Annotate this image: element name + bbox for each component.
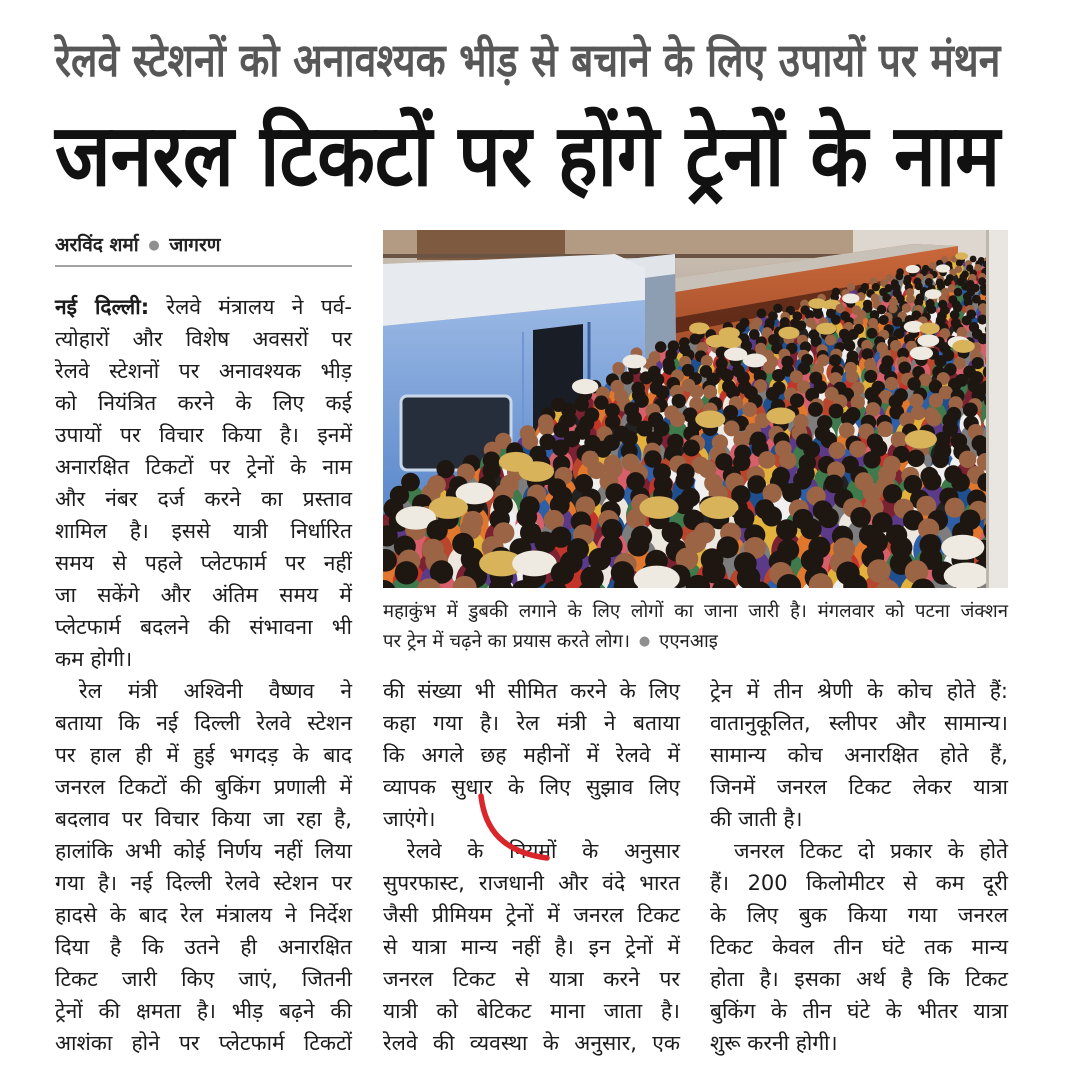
article-column-left [55, 291, 352, 1059]
text-line: कि अगले छह महीनों में रेलवे में [383, 743, 680, 767]
kicker-headline: रेलवे स्टेशनों को अनावश्यक भीड़ से बचाने के लिए उपायों पर मंथन [55, 33, 1001, 87]
text-line-content: रेलवे मंत्रालय ने पर्व- [166, 295, 352, 319]
text-line: कहा गया है। रेल मंत्री ने बताया [383, 711, 680, 735]
text-line: जनरल टिकट दो प्रकार के होते [734, 839, 1008, 863]
kicker-area [55, 28, 1000, 92]
text-line: रेलवे स्टेशनों पर अनावश्यक भीड़ [55, 359, 352, 383]
dateline: नई दिल्ली: [55, 295, 150, 319]
text-line: गया है। नई दिल्ली रेलवे स्टेशन पर [55, 871, 352, 895]
text-line: के लिए बुक किया गया जनरल [710, 903, 1008, 927]
text-line: जिनमें जनरल टिकट लेकर यात्रा [710, 775, 1008, 799]
text-line: जैसी प्रीमियम ट्रेनों में जनरल टिकट [383, 903, 680, 927]
text-line: वातानुकूलित, स्लीपर और सामान्य। [710, 711, 1008, 735]
text-line: प्लेटफार्म बदलने की संभावना भी [55, 615, 352, 639]
text-line: त्योहारों और विशेष अवसरों पर [55, 327, 352, 351]
text-line: रेलवे के नियमों के अनुसार [407, 839, 680, 863]
text-line: से यात्रा मान्य नहीं है। इन ट्रेनों में [383, 935, 680, 959]
text-line: बदलाव पर विचार किया जा रहा है, [55, 807, 352, 831]
text-line: शामिल है। इससे यात्री निर्धारित [55, 519, 352, 543]
text-line: कम होगी। [55, 647, 133, 671]
byline-separator-dot: ● [148, 237, 160, 253]
text-line: टिकट केवल तीन घंटे तक मान्य [710, 935, 1008, 959]
headline-area [55, 98, 1000, 214]
text-line: ट्रेनों की क्षमता है। भीड़ बढ़ने की [55, 999, 352, 1023]
photo-caption [383, 597, 1008, 657]
text-line: होता है। इसका अर्थ है कि टिकट [710, 967, 1008, 991]
headline: जनरल टिकटों पर होंगे ट्रेनों के नाम [55, 106, 1001, 206]
text-line: यात्री को बेटिकट माना जाता है। [383, 999, 680, 1023]
text-line: सुपरफास्ट, राजधानी और वंदे भारत [383, 871, 680, 895]
text-line: को नियंत्रित करने के लिए कई [55, 391, 352, 415]
caption-line [383, 627, 1008, 657]
text-line: बताया कि नई दिल्ली रेलवे स्टेशन [55, 711, 352, 735]
text-line: हैं। 200 किलोमीटर से कम दूरी [710, 871, 1008, 895]
text-line: जाएंगे। [383, 807, 436, 831]
credit-separator-dot: ● [638, 634, 651, 649]
text-line: जनरल टिकटों की बुकिंग प्रणाली में [55, 775, 352, 799]
text-line: पर हाल ही में हुई भगदड़ के बाद [55, 743, 352, 767]
text-line: टिकट जारी किए जाएं, जितनी [55, 967, 352, 991]
article-column-right [710, 675, 1008, 1059]
text-line: की संख्या भी सीमित करने के लिए [383, 679, 680, 703]
text-line: जनरल टिकट से यात्रा करने पर [383, 967, 680, 991]
platform-pillar [986, 230, 1008, 588]
news-photo [383, 230, 1008, 588]
text-line: ट्रेन में तीन श्रेणी के कोच होते हैं: [710, 679, 1008, 703]
text-line: व्यापक सुधार के लिए सुझाव लिए [383, 775, 680, 799]
text-line: रेल मंत्री अश्विनी वैष्णव ने [79, 679, 352, 703]
caption-line-content: पर ट्रेन में चढ़ने का प्रयास करते लोग। [383, 631, 630, 652]
byline-source: जागरण [169, 234, 221, 256]
text-line: हालांकि अभी कोई निर्णय नहीं लिया [55, 839, 352, 863]
text-line: शुरू करनी होगी। [710, 1031, 838, 1055]
text-line: उपायों पर विचार किया है। इनमें [55, 423, 352, 447]
text-line: अनारक्षित टिकटों पर ट्रेनों के नाम [55, 455, 352, 479]
text-line: की जाती है। [710, 807, 803, 831]
byline-rule [55, 265, 352, 267]
text-line: रेलवे की व्यवस्था के अनुसार, एक [383, 1031, 680, 1055]
text-line: आशंका होने पर प्लेटफार्म टिकटों [55, 1031, 352, 1055]
byline-author: अरविंद शर्मा [55, 234, 139, 256]
text-line: बुकिंग के तीन घंटे के भीतर यात्रा [710, 999, 1008, 1023]
photo-credit: एएनआइ [659, 631, 718, 652]
text-line: दिया है कि उतने ही अनारक्षित [55, 935, 352, 959]
text-line: हादसे के बाद रेल मंत्रालय ने निर्देश [55, 903, 352, 927]
crowd-person [944, 563, 990, 588]
byline [55, 230, 352, 260]
article-column-middle [383, 675, 680, 1059]
text-line [55, 291, 352, 323]
text-line: समय से पहले प्लेटफार्म पर नहीं [55, 551, 352, 575]
text-line: सामान्य कोच अनारक्षित होते हैं, [710, 743, 1008, 767]
caption-line: महाकुंभ में डुबकी लगाने के लिए लोगों का जाना जारी है। मंगलवार को पटना जंक्शन [383, 601, 1008, 622]
text-line: और नंबर दर्ज करने का प्रस्ताव [55, 487, 352, 511]
text-line: जा सकेंगे और अंतिम समय में [55, 583, 352, 607]
